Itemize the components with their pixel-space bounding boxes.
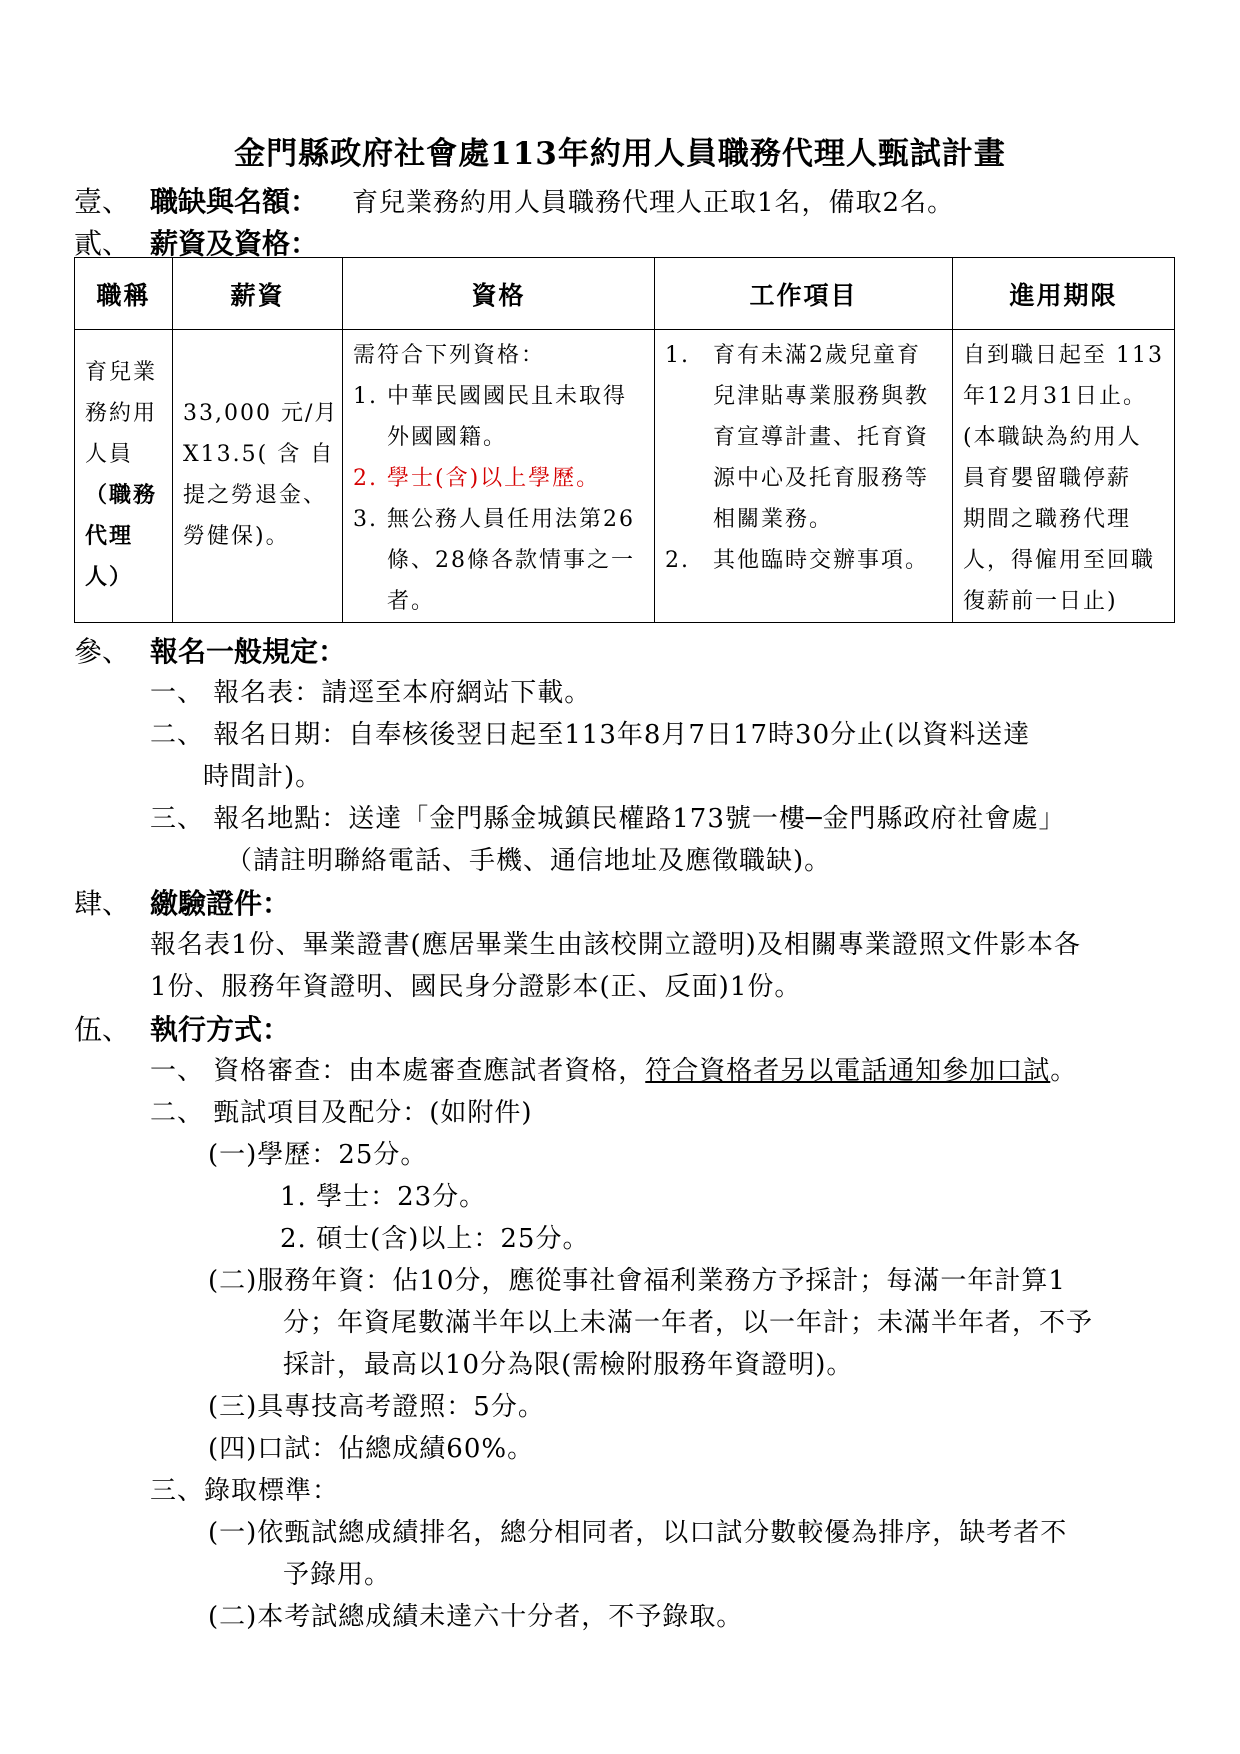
section-5-heading: 執行方式：	[150, 1013, 291, 1046]
registration-date-cont: 時間計)。	[203, 762, 323, 792]
qualification-review-item: 一、 資格審查：由本處審查應試者資格，符合資格者另以電話通知參加口試。	[150, 1056, 1078, 1086]
documents-line-2: 1份、服務年資證明、國民身分證影本(正、反面)1份。	[150, 972, 802, 1002]
master-score: 2. 碩士(含)以上：25分。	[280, 1224, 590, 1254]
section-2-number: 貳、	[74, 227, 131, 260]
document-title: 金門縣政府社會處113年約用人員職務代理人甄試計畫	[234, 136, 1006, 172]
section-1-heading: 職缺與名額：	[150, 185, 319, 218]
degree-requirement: 2. 學士(含)以上學歷。	[353, 466, 601, 491]
bachelor-score: 1. 學士：23分。	[280, 1182, 487, 1212]
minimum-score-rule: (二)本考試總成績未達六十分者，不予錄取。	[208, 1602, 744, 1632]
cell-salary: 33,000 元/月 X13.5( 含 自 提之勞退金、 勞健保)。	[173, 330, 343, 623]
table-header-row	[75, 258, 1175, 330]
section-5-number: 伍、	[74, 1013, 131, 1046]
education-score: (一)學歷：25分。	[208, 1140, 428, 1170]
section-3-number: 參、	[74, 635, 131, 668]
header-period: 進用期限	[953, 258, 1175, 330]
header-work-items: 工作項目	[655, 258, 953, 330]
documents-line-1: 報名表1份、畢業證書(應居畢業生由該校開立證明)及相關專業證照文件影本各	[150, 930, 1081, 960]
service-years-cont-1: 分；年資尾數滿半年以上未滿一年者，以一年計；未滿半年者，不予	[283, 1308, 1094, 1338]
cell-qualification: 需符合下列資格： 1. 中華民國國民且未取得 外國國籍。 2. 學士(含)以上學歷。 3. 無公務人員任用法第26 條、28條各款情事之一 者。	[343, 330, 655, 623]
header-title: 職稱	[75, 258, 173, 330]
header-salary: 薪資	[173, 258, 343, 330]
interview-notice-underlined: 符合資格者另以電話通知參加口試	[645, 1056, 1051, 1086]
header-qualification: 資格	[343, 258, 655, 330]
section-2-heading: 薪資及資格：	[150, 227, 319, 260]
registration-location-note: （請註明聯絡電話、手機、通信地址及應徵職缺)。	[226, 846, 832, 876]
ranking-rule: (一)依甄試總成績排名，總分相同者，以口試分數較優為排序，缺考者不	[208, 1518, 1068, 1548]
section-4-heading: 繳驗證件：	[150, 887, 291, 920]
position-table	[74, 257, 1175, 623]
table-row	[75, 330, 1175, 623]
section-1-number: 壹、	[74, 185, 131, 218]
interview-score: (四)口試：佔總成績60%。	[208, 1434, 535, 1464]
license-score: (三)具專技高考證照：5分。	[208, 1392, 545, 1422]
registration-date-item: 二、 報名日期：自奉核後翌日起至113年8月7日17時30分止(以資料送達	[150, 720, 1031, 750]
registration-location-item: 三、 報名地點：送達「金門縣金城鎮民權路173號一樓─金門縣政府社會處」	[150, 804, 1066, 834]
admission-criteria-item: 三、錄取標準：	[150, 1476, 340, 1506]
cell-period: 自到職日起至 113 年12月31日止。 (本職缺為約用人 員育嬰留職停薪 期間之職務代理 人，得僱用至回職 復薪前一日止)	[953, 330, 1175, 623]
section-3-heading: 報名一般規定：	[150, 635, 347, 668]
ranking-rule-cont: 予錄用。	[283, 1560, 392, 1590]
exam-items-item: 二、 甄試項目及配分：(如附件)	[150, 1098, 533, 1128]
service-years-score: (二)服務年資：佔10分，應從事社會福利業務方予採計；每滿一年計算1	[208, 1266, 1066, 1296]
section-4-number: 肆、	[74, 887, 131, 920]
cell-work-items: 1. 2. 育有未滿2歲兒童育 兒津貼專業服務與教 育宣導計畫、托育資 源中心及托育服務等 相關業務。 其他臨時交辦事項。	[655, 330, 953, 623]
service-years-cont-2: 採計，最高以10分為限(需檢附服務年資證明)。	[283, 1350, 854, 1380]
registration-form-item: 一、 報名表：請逕至本府網站下載。	[150, 678, 592, 708]
section-1-text: 育兒業務約用人員職務代理人正取1名，備取2名。	[352, 188, 955, 218]
cell-title: 育兒業 務約用 人員 （職務 代理 人）	[75, 330, 173, 623]
